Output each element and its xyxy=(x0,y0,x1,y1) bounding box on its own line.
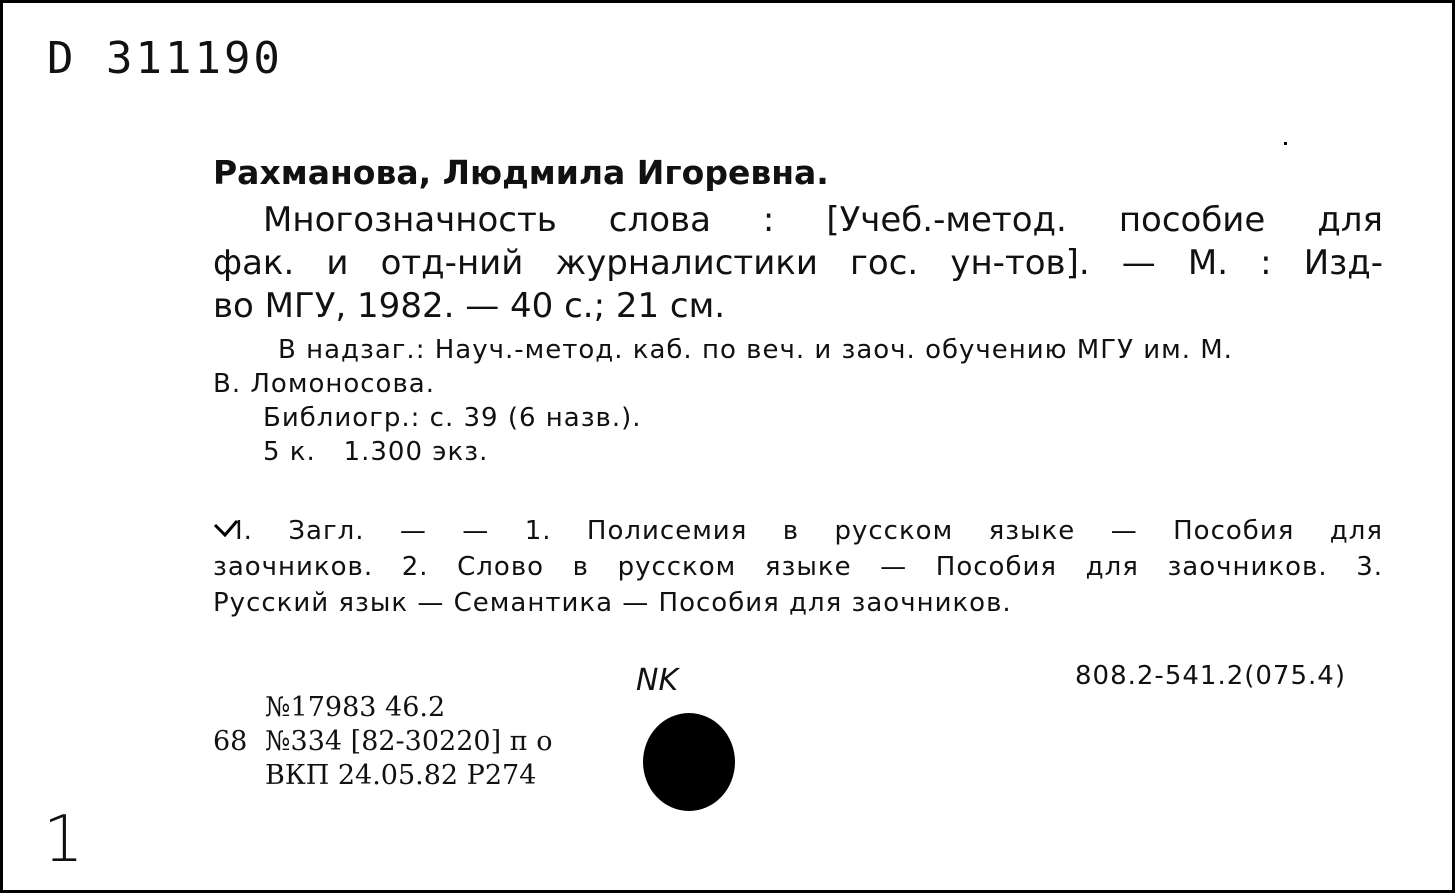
tracing-line-1-text: I. Загл. — — 1. Полисемия в русском языке — Пособия для xyxy=(235,516,1383,546)
handwritten-nk-mark: NK xyxy=(636,663,679,698)
tracing-line-2: заочников. 2. Слово в русском языке — Пособия для заочников. 3. xyxy=(213,552,1383,582)
note-bibliography: Библиогр.: с. 39 (6 назв.). xyxy=(263,403,642,433)
handwritten-number: 1 xyxy=(43,803,84,877)
subject-tracings xyxy=(213,513,1383,621)
pub-line-2 xyxy=(213,725,553,759)
title-line-3: во МГУ, 1982. — 40 с.; 21 см. xyxy=(213,286,726,326)
call-number: D 311190 xyxy=(47,33,283,84)
punch-hole-dot xyxy=(643,713,735,811)
classification-index: 808.2-541.2(075.4) xyxy=(1075,661,1346,691)
pub-line-1: №17983 46.2 xyxy=(265,692,446,723)
notes-block xyxy=(213,333,1383,469)
note-nadzag-line-2: В. Ломоносова. xyxy=(213,369,435,399)
tracing-line-1 xyxy=(213,513,1383,549)
tracing-line-3: Русский язык — Семантика — Пособия для заочников. xyxy=(213,588,1012,618)
check-mark-icon xyxy=(213,519,239,539)
author-heading: Рахманова, Людмила Игоревна. xyxy=(213,153,829,192)
title-line-1: Многозначность слова : [Учеб.-метод. пособие для xyxy=(263,200,1383,240)
speck-mark xyxy=(1284,142,1287,145)
note-nadzag-line-1: В надзаг.: Науч.-метод. каб. по веч. и заоч. обучению МГУ им. М. xyxy=(278,335,1233,365)
title-line-2: фак. и отд-ний журналистики гос. ун-тов]. — М. : Изд- xyxy=(213,243,1383,283)
pub-line-3: ВКП 24.05.82 Р274 xyxy=(265,760,537,791)
publisher-codes xyxy=(213,691,553,793)
title-description xyxy=(213,199,1383,328)
pub-line-2-prefix: 68 xyxy=(213,726,248,757)
pub-line-2-text: №334 [82-30220] п о xyxy=(265,726,553,757)
note-price-copies: 5 к. 1.300 экз. xyxy=(263,437,489,467)
